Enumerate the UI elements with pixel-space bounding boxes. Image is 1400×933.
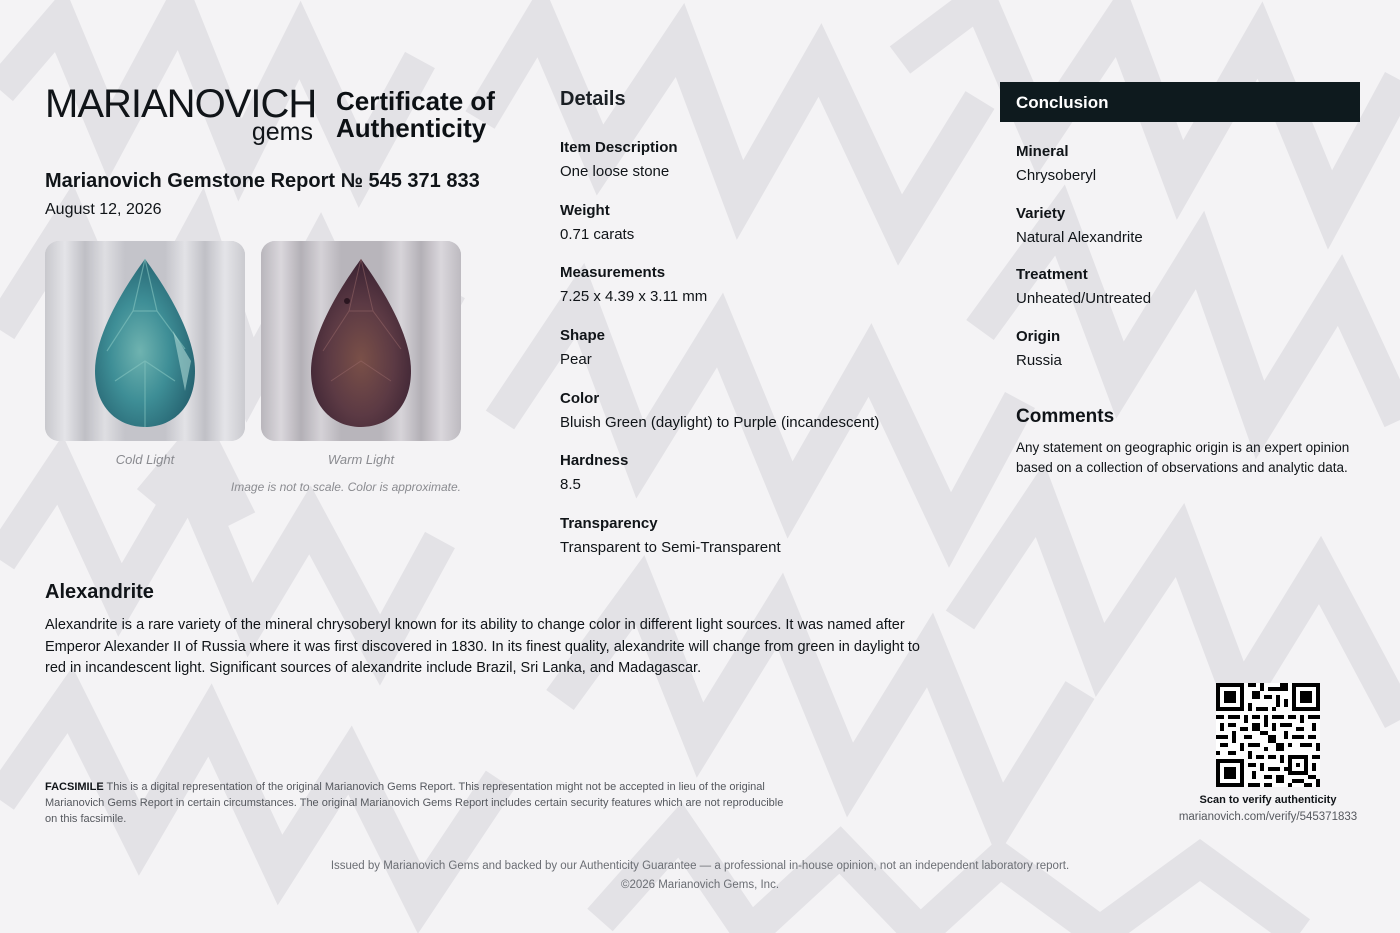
gem-image-warm-light <box>261 241 461 441</box>
alexandrite-title: Alexandrite <box>45 581 154 603</box>
conclusion-item-origin <box>1016 327 1356 389</box>
conclusion-list <box>1016 142 1356 388</box>
detail-item-shape <box>560 326 980 389</box>
detail-item-hardness <box>560 451 980 514</box>
conclusion-label: Mineral <box>1016 143 1069 160</box>
comments-title: Comments <box>1016 406 1115 427</box>
conclusion-title: Conclusion <box>1016 93 1109 112</box>
warm-light-caption: Warm Light <box>327 452 395 467</box>
detail-value: One loose stone <box>560 163 670 180</box>
facsimile-text: This is a digital representation of the original Marianovich Gems Report. This representation might not be accepted in lieu of the original Marianovich Gems Report in certain circumstances. The original Marianovich Gems Report includes certain security features which are not reproducible on this facsimile. <box>45 781 784 825</box>
detail-item-weight <box>560 201 980 264</box>
detail-item-description <box>560 138 980 201</box>
conclusion-value: Russia <box>1016 351 1062 369</box>
detail-value: Transparent to Semi-Transparent <box>560 539 781 557</box>
detail-item-transparency <box>560 514 980 577</box>
details-title: Details <box>560 88 626 110</box>
detail-label: Transparency <box>560 515 658 533</box>
qr-code[interactable] <box>1216 683 1320 787</box>
brand-name: MARIANOVICH <box>45 82 317 126</box>
detail-value: Bluish Green (daylight) to Purple (incandescent) <box>560 413 880 431</box>
conclusion-value: Unheated/Untreated <box>1016 290 1152 307</box>
report-title: Marianovich Gemstone Report № 545 371 833 <box>45 170 480 192</box>
gem-image-cold-light <box>45 241 245 441</box>
detail-value: 0.71 carats <box>560 225 635 243</box>
detail-value: 7.25 x 4.39 x 3.11 mm <box>560 288 708 306</box>
detail-label: Hardness <box>560 452 629 470</box>
detail-label: Color <box>560 389 600 407</box>
cold-light-caption: Cold Light <box>115 452 175 467</box>
conclusion-label: Variety <box>1016 204 1066 222</box>
footer-issued-by: Issued by Marianovich Gems and backed by our Authenticity Guarantee — a professional in-house opinion, not an independent laboratory report. <box>330 860 1070 872</box>
certificate-title <box>336 88 536 142</box>
detail-label: Item Description <box>560 139 678 156</box>
detail-label: Weight <box>560 201 610 219</box>
verify-url-link[interactable]: marianovich.com/verify/545371833 <box>1178 811 1358 823</box>
brand-sub: gems <box>251 118 313 146</box>
certificate-title-line2: Authenticity <box>336 113 487 143</box>
brand-logo <box>45 82 317 148</box>
detail-value: Pear <box>560 351 592 369</box>
alexandrite-description: Alexandrite is a rare variety of the mineral chrysoberyl known for its ability to change color in different light sources. It was named after Emperor Alexander II of Russia where it was first discovered in 1830. In its finest quality, alexandrite will change from green in daylight to red in incandescent light. Significant sources of alexandrite include Brazil, Sri Lanka, and Madagascar. <box>45 617 920 676</box>
conclusion-header <box>1000 82 1360 122</box>
comments-text: Any statement on geographic origin is an expert opinion based on a collection of observations and analytic data. <box>1016 440 1350 475</box>
conclusion-value: Chrysoberyl <box>1016 167 1097 184</box>
detail-item-measurements <box>560 263 980 326</box>
detail-item-color <box>560 389 980 452</box>
facsimile-label: FACSIMILE <box>45 781 104 793</box>
report-date: August 12, 2026 <box>45 201 162 218</box>
conclusion-label: Treatment <box>1016 266 1088 283</box>
detail-label: Shape <box>560 327 606 345</box>
conclusion-item-treatment <box>1016 265 1356 327</box>
conclusion-item-variety <box>1016 204 1356 266</box>
conclusion-item-mineral <box>1016 142 1356 204</box>
facsimile-notice <box>45 779 790 827</box>
conclusion-label: Origin <box>1016 327 1061 345</box>
details-list <box>560 138 980 577</box>
qr-label: Scan to verify authenticity <box>1199 794 1337 806</box>
footer-copyright: ©2026 Marianovich Gems, Inc. <box>620 879 780 891</box>
conclusion-value: Natural Alexandrite <box>1016 228 1143 246</box>
detail-label: Measurements <box>560 264 666 282</box>
detail-value: 8.5 <box>560 476 581 494</box>
image-disclaimer: Image is not to scale. Color is approximate. <box>230 480 461 494</box>
certificate-title-line1: Certificate of <box>336 86 495 116</box>
